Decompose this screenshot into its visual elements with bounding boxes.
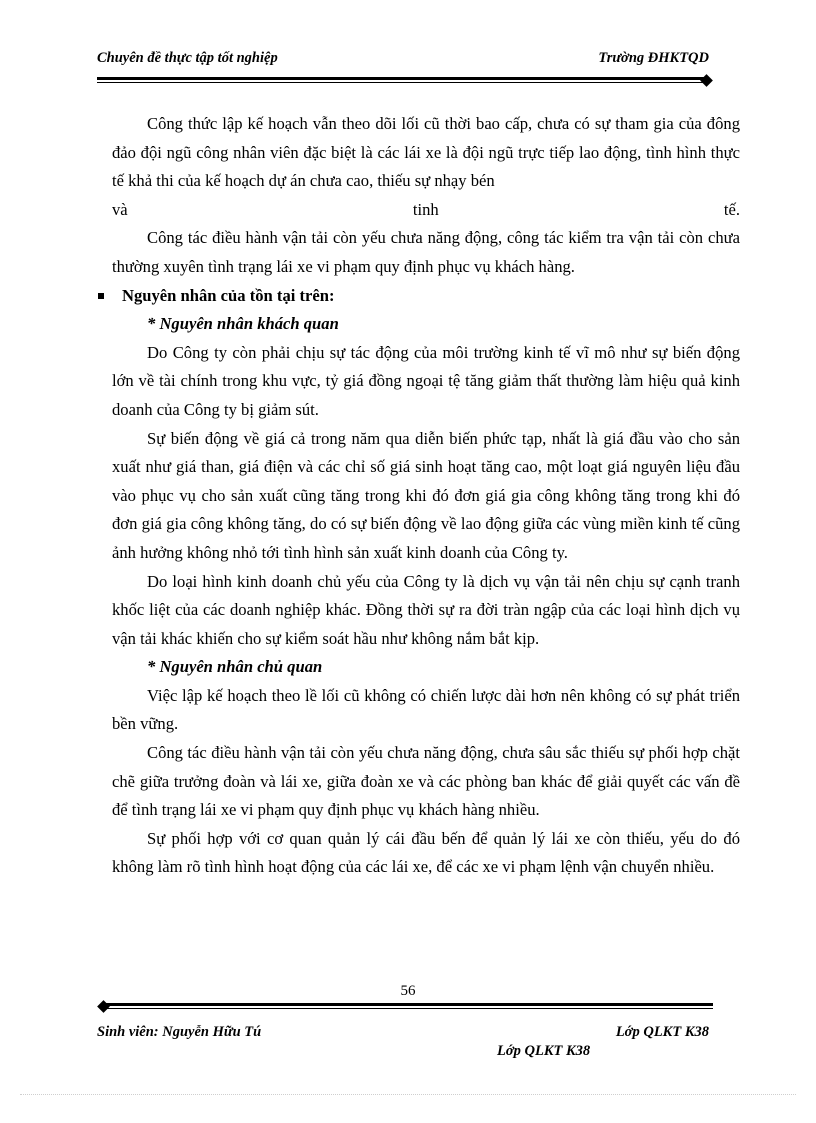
paragraph-3: Do Công ty còn phải chịu sự tác động của môi trường kinh tế vĩ mô như sự biến động lớn về tài chính trong khu vực, tỷ giá đồng ngoại tệ tăng giảm thất thường làm hiệu quả kinh doanh của Công ty bị giảm sút. [112, 342, 740, 419]
bullet-heading-text: Nguyên nhân của tồn tại trên: [122, 285, 335, 305]
word-te: tế. [723, 199, 740, 219]
word-tinh: tinh [412, 199, 439, 219]
paragraph-5: Do loại hình kinh doanh chủ yếu của Công ty là dịch vụ vận tải nên chịu sự cạnh tranh khốc liệt của các doanh nghiệp khác. Đồng thời sự ra đời tràn ngập của các loại hình dịch vụ vận tải khác khiến cho sự kiểm soát hầu như không nắm bắt kịp. [112, 571, 740, 648]
paragraph-1: Công thức lập kế hoạch vẫn theo dõi lối cũ thời bao cấp, chưa có sự tham gia của đông đảo đội ngũ công nhân viên đặc biệt là các lái xe là đội ngũ trực tiếp lao động, tình hình thực tế khả thi của kế hoạch dự án chưa cao, thiếu sự nhạy bén [112, 114, 740, 191]
footer-student: Sinh viên: Nguyễn Hữu Tú [97, 1024, 262, 1040]
header-title-left: Chuyên đề thực tập tốt nghiệp [97, 50, 278, 66]
subheading-subjective: * Nguyên nhân chủ quan [147, 657, 323, 677]
paragraph-8: Sự phối hợp với cơ quan quản lý cái đầu bến để quản lý lái xe còn thiếu, yếu do đó không làm rõ tình hình hoạt động của các lái xe, để các xe vi phạm lệnh vận chuyển nhiều. [112, 828, 740, 877]
paragraph-7: Công tác điều hành vận tải còn yếu chưa năng động, chưa sâu sắc thiếu sự phối hợp chặt chẽ giữa trưởng đoàn và lái xe, giữa đoàn xe và các phòng ban khác để giải quyết các vấn đề để tình trạng lái xe vi phạm quy định phục vụ khách hàng nhiều. [112, 743, 740, 820]
word-va: và [112, 199, 128, 219]
footer-divider [97, 1002, 713, 1012]
square-bullet-icon [98, 293, 104, 299]
document-body [112, 110, 740, 882]
paragraph-6: Việc lập kế hoạch theo lề lối cũ không có chiến lược dài hơn nên không có sự phát triển bền vững. [112, 685, 740, 734]
header-divider [97, 76, 713, 86]
paragraph-4: Sự biến động về giá cả trong năm qua diễn biến phức tạp, nhất là giá đầu vào cho sản xuất như giá than, giá điện và các chỉ số giá sinh hoạt tăng cao, một loạt giá nguyên liệu đầu vào phục vụ cho sản xuất cũng tăng trong khi đó đơn giá gia công không tăng trong khi đó đơn giá gia công không tăng, do có sự biến động về lao động giữa các vùng miền kinh tế cũng ảnh hưởng không nhỏ tới tình hình sản xuất kinh doanh của Công ty. [112, 428, 740, 562]
paragraph-1-justified-end [112, 196, 740, 225]
page-bottom-dotted-edge [20, 1094, 796, 1095]
page-number: 56 [400, 983, 416, 999]
footer-class-duplicate: Lớp QLKT K38 [497, 1043, 591, 1059]
paragraph-2: Công tác điều hành vận tải còn yếu chưa năng động, công tác kiểm tra vận tải còn chưa thường xuyên tình trạng lái xe vi phạm quy định phục vụ khách hàng. [112, 228, 740, 276]
subheading-objective: * Nguyên nhân khách quan [147, 314, 339, 334]
bullet-heading [112, 282, 740, 311]
footer-class: Lớp QLKT K38 [615, 1024, 709, 1040]
header-title-right: Trường ĐHKTQD [598, 50, 709, 66]
